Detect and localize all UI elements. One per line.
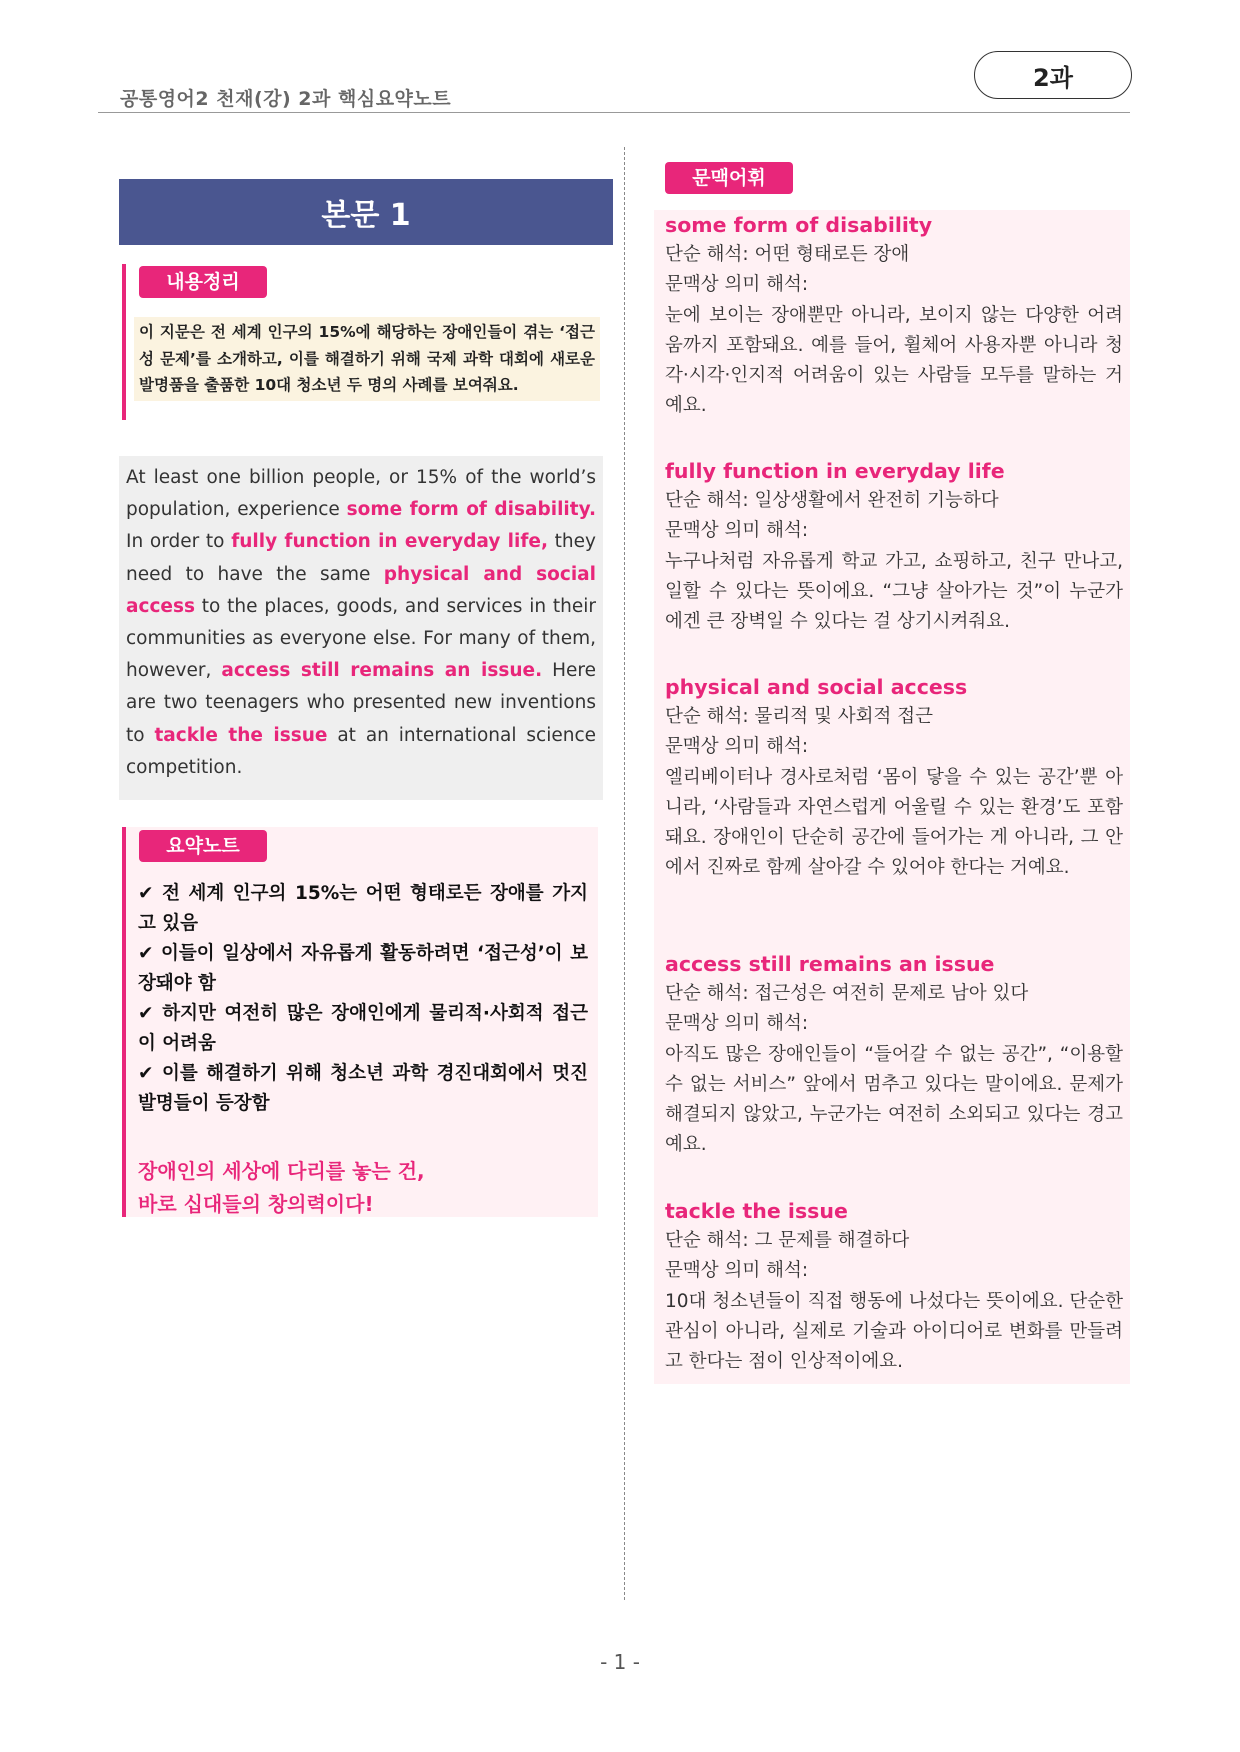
- document-title: 공통영어2 천재(강) 2과 핵심요약노트: [120, 88, 452, 110]
- vocab-context-label: 문맥상 의미 해석:: [665, 1013, 809, 1035]
- lesson-badge: 2과: [974, 51, 1132, 99]
- passage-highlight: access still remains an issue.: [221, 660, 543, 682]
- context-vocab-panel: [654, 210, 1130, 1384]
- vocab-entry: [665, 210, 1123, 422]
- slogan-line: 바로 십대들의 창의력이다!: [138, 1192, 374, 1216]
- summary-note-item: ✔ 이들이 일상에서 자유롭게 활동하려면 ‘접근성’이 보장돼야 함: [138, 943, 588, 994]
- vocab-context-label: 문맥상 의미 해석:: [665, 736, 809, 758]
- passage-highlight: tackle the issue: [154, 724, 328, 746]
- vocab-context-meaning: 아직도 많은 장애인들이 “들어갈 수 없는 공간”, “이용할 수 없는 서비스” 앞에서 멈추고 있다는 말이에요. 문제가 해결되지 않았고, 누군가는 여전히 소외되고 있다는 경고예요.: [665, 1043, 1123, 1156]
- passage-segment: they need to have the same: [126, 531, 596, 585]
- vocab-context-meaning: 누구나처럼 자유롭게 학교 가고, 쇼핑하고, 친구 만나고, 일할 수 있다는 뜻이에요. “그냥 살아가는 것”이 누군가에겐 큰 장벽일 수 있다는 걸 상기시켜줘요.: [665, 550, 1123, 633]
- summary-notes-list: [138, 879, 588, 1119]
- vocab-simple-meaning: 단순 해석: 접근성은 여전히 문제로 남아 있다: [665, 983, 1029, 1004]
- summary-notes-label: 요약노트: [139, 830, 267, 862]
- summary-note-item: ✔ 이를 해결하기 위해 청소년 과학 경진대회에서 멋진 발명들이 등장함: [138, 1063, 588, 1114]
- passage-highlight: physical and social access: [126, 563, 597, 617]
- context-vocab-label: 문맥어휘: [665, 162, 793, 194]
- header-divider: [98, 112, 1130, 113]
- summary-notes-box: [122, 827, 598, 1217]
- summary-note-item: ✔ 전 세계 인구의 15%는 어떤 형태로든 장애를 가지고 있음: [138, 883, 588, 934]
- vocab-entry: [665, 1196, 1123, 1377]
- passage-text: [119, 456, 603, 800]
- slogan-line: 장애인의 세상에 다리를 놓는 건,: [138, 1159, 425, 1183]
- vocab-term: fully function in everyday life: [665, 459, 1005, 483]
- vocab-term: physical and social access: [665, 675, 968, 699]
- vocab-context-label: 문맥상 의미 해석:: [665, 1260, 809, 1282]
- page-number: - 1 -: [600, 1650, 640, 1674]
- vocab-context-meaning: 엘리베이터나 경사로처럼 ‘몸이 닿을 수 있는 공간’뿐 아니라, ‘사람들과 자연스럽게 어울릴 수 있는 환경’도 포함돼요. 장애인이 단순히 공간에 들어가는 게 아니라, 그 안에서 진짜로 함께 살아갈 수 있어야 한다는 거예요.: [665, 766, 1123, 879]
- vocab-context-meaning: 눈에 보이는 장애뿐만 아니라, 보이지 않는 다양한 어려움까지 포함돼요. 예를 들어, 휠체어 사용자뿐 아니라 청각·시각·인지적 어려움이 있는 사람들 모두를 말하는 거예요.: [665, 304, 1123, 417]
- passage-highlight: some form of disability.: [346, 499, 596, 521]
- vocab-context-label: 문맥상 의미 해석:: [665, 520, 809, 542]
- vocab-context-meaning: 10대 청소년들이 직접 행동에 나섰다는 뜻이에요. 단순한 관심이 아니라, 실제로 기술과 아이디어로 변화를 만들려고 한다는 점이 인상적이에요.: [665, 1290, 1123, 1373]
- content-summary-text: 이 지문은 전 세계 인구의 15%에 해당하는 장애인들이 겪는 ‘접근성 문제’를 소개하고, 이를 해결하기 위해 국제 과학 대회에 새로운 발명품을 출품한 10대 청소년 두 명의 사례를 보여줘요.: [134, 317, 600, 401]
- vocab-simple-meaning: 단순 해석: 어떤 형태로든 장애: [665, 244, 910, 265]
- vocab-simple-meaning: 단순 해석: 물리적 및 사회적 접근: [665, 706, 933, 727]
- vocab-entry: [665, 456, 1123, 637]
- column-divider: [624, 147, 625, 1600]
- passage-highlight: fully function in everyday life,: [231, 531, 548, 553]
- content-summary-box: [122, 264, 600, 420]
- vocab-term: tackle the issue: [665, 1199, 848, 1223]
- passage-segment: In order to: [126, 531, 232, 553]
- vocab-entry: [665, 672, 1123, 884]
- vocab-term: access still remains an issue: [665, 952, 995, 976]
- vocab-simple-meaning: 단순 해석: 그 문제를 해결하다: [665, 1230, 910, 1251]
- passage-segment: Here are two teenagers who presented new inventions to: [126, 660, 596, 746]
- summary-slogan: [138, 1155, 425, 1221]
- vocab-term: some form of disability: [665, 213, 933, 237]
- passage-segment: At least one billion people, or 15% of the world’s population, experience: [126, 467, 596, 521]
- vocab-entry: [665, 949, 1123, 1161]
- vocab-simple-meaning: 단순 해석: 일상생활에서 완전히 기능하다: [665, 490, 999, 511]
- section-title: 본문 1: [119, 179, 613, 245]
- content-summary-label: 내용정리: [139, 266, 267, 298]
- summary-note-item: ✔ 하지만 여전히 많은 장애인에게 물리적·사회적 접근이 어려움: [138, 1003, 588, 1054]
- passage-segment: to the places, goods, and services in their communities as everyone else. For many of them, however,: [126, 595, 596, 682]
- passage-segment: at an international science competition.: [126, 724, 597, 778]
- vocab-context-label: 문맥상 의미 해석:: [665, 274, 809, 296]
